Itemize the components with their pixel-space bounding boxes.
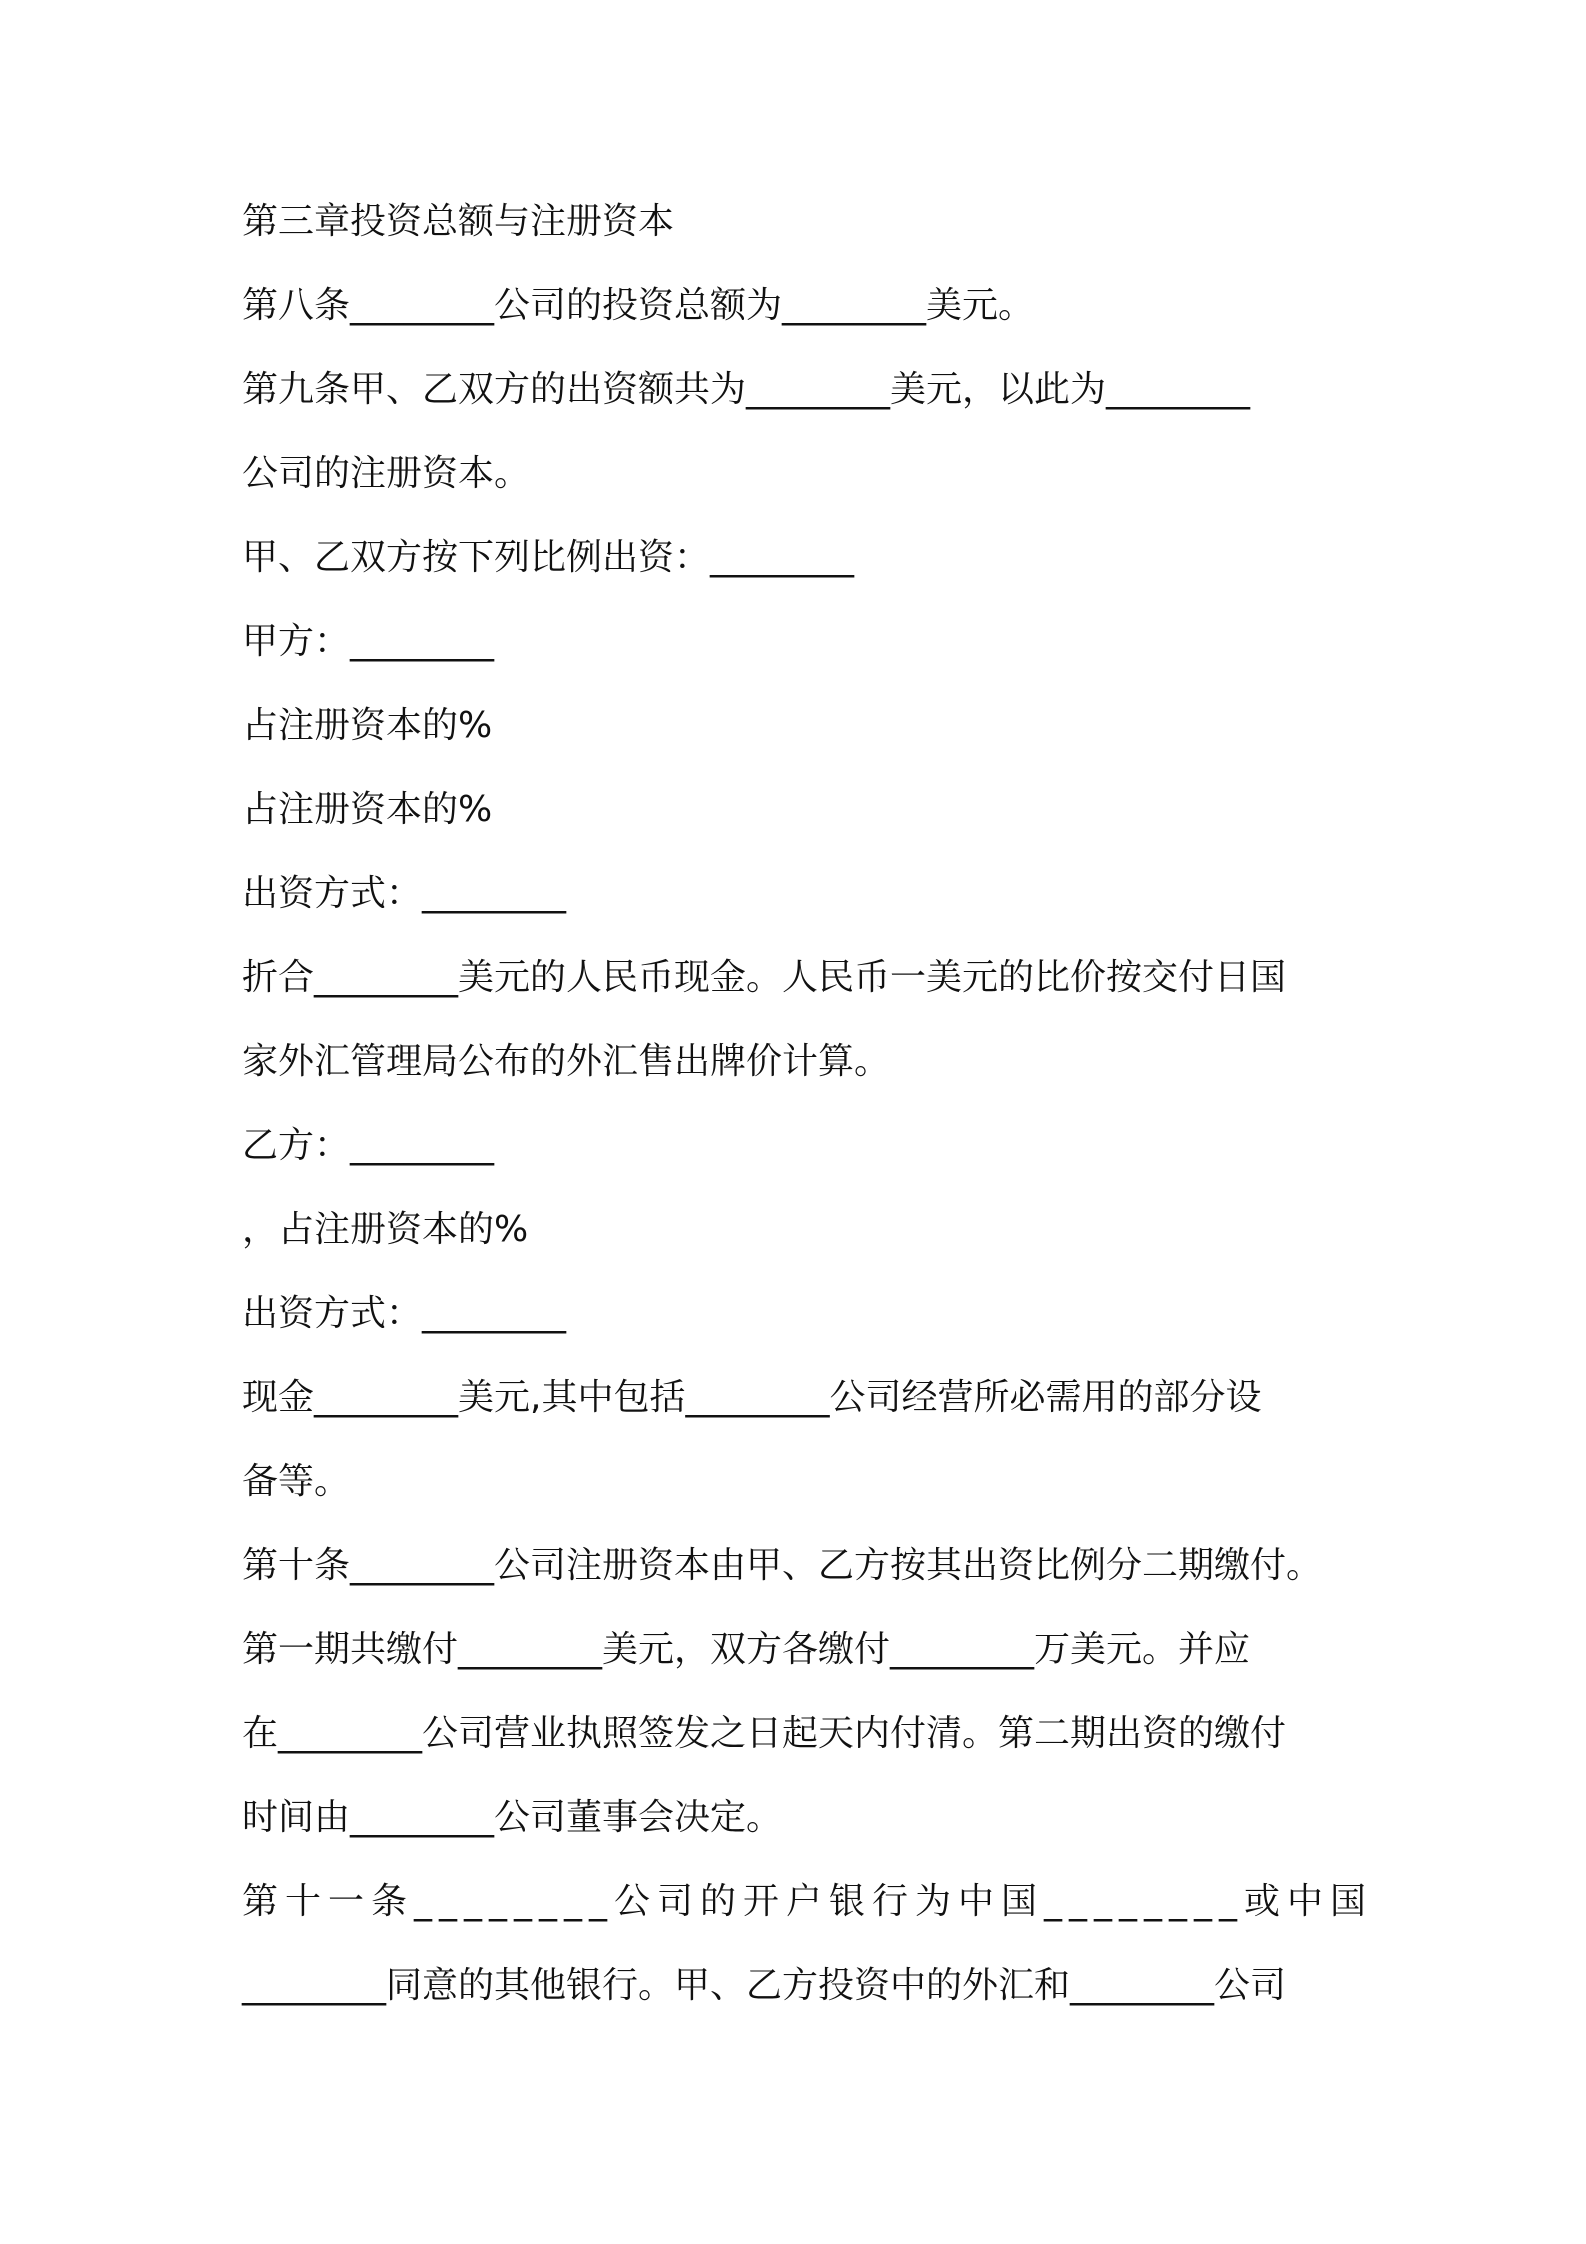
party-b-method-line: 出资方式：________ (242, 1293, 567, 1334)
article-8-line: 第八条________公司的投资总额为________美元。 (242, 285, 1035, 326)
party-a-cash-line-2: 家外汇管理局公布的外汇售出牌价计算。 (242, 1041, 891, 1082)
phase-1-line-2: 在________公司营业执照签发之日起天内付清。第二期出资的缴付 (242, 1713, 1287, 1754)
party-b-line: 乙方：________ (242, 1125, 495, 1166)
article-9-line-2: 公司的注册资本。 (242, 453, 531, 494)
article-11-line-2: ________同意的其他银行。甲、乙方投资中的外汇和________公司 (242, 1965, 1287, 2006)
contribution-ratio-line: 甲、乙双方按下列比例出资：________ (242, 537, 855, 578)
article-11-line-1: 第十一条________公司的开户银行为中国________或中国 (242, 1881, 1374, 1922)
phase-1-line-1: 第一期共缴付________美元，双方各缴付________万美元。并应 (242, 1629, 1251, 1670)
chapter-heading: 第三章投资总额与注册资本 (242, 201, 675, 242)
party-b-cash-line-2: 备等。 (242, 1461, 351, 1502)
party-a-line: 甲方：________ (242, 621, 495, 662)
party-a-share-line-1: 占注册资本的% (242, 705, 493, 746)
phase-2-line: 时间由________公司董事会决定。 (242, 1797, 783, 1838)
article-9-line-1: 第九条甲、乙双方的出资额共为________美元，以此为________ (242, 369, 1251, 410)
party-a-share-line-2: 占注册资本的% (242, 789, 493, 830)
article-10-line: 第十条________公司注册资本由甲、乙方按其出资比例分二期缴付。 (242, 1545, 1323, 1586)
party-b-cash-line-1: 现金________美元,其中包括________公司经营所必需用的部分设 (242, 1377, 1262, 1418)
party-a-method-line: 出资方式：________ (242, 873, 567, 914)
party-a-cash-line-1: 折合________美元的人民币现金。人民币一美元的比价按交付日国 (242, 957, 1287, 998)
party-b-share-line: ，占注册资本的% (242, 1209, 529, 1250)
